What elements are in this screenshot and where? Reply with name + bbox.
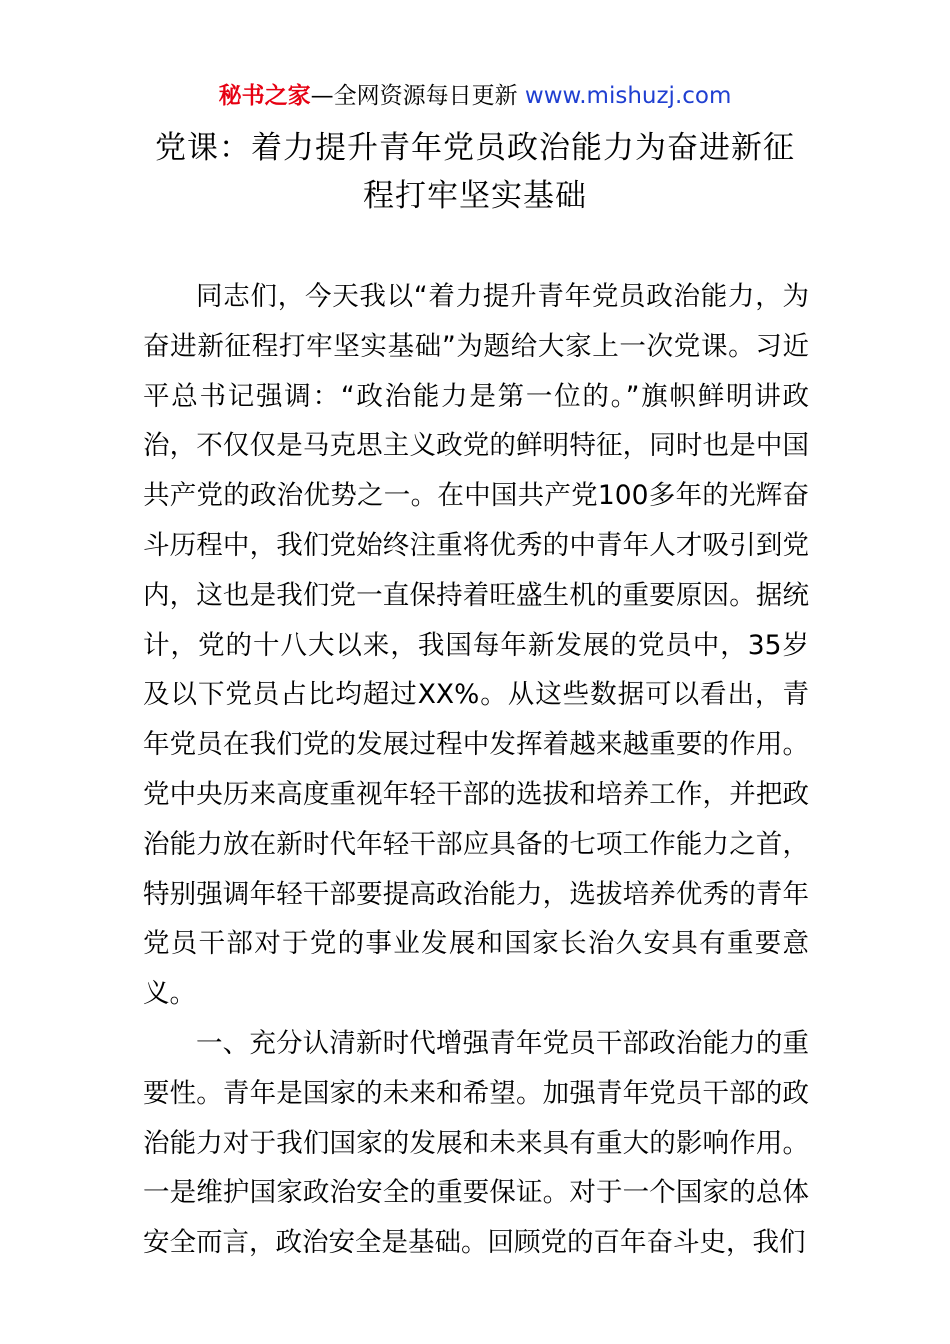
paragraph-section-one: 一、充分认清新时代增强青年党员干部政治能力的重要性。青年是国家的未来和希望。加强青年党员干部的政治能力对于我们国家的发展和未来具有重大的影响作用。一是维护国家政治安全的重要保证。对于一个国家的总体安全而言，政治安全是基础。回顾党的百年奋斗史，我们 [143,1027,809,1259]
document-body [143,272,809,1268]
paragraph-intro: 同志们，今天我以“着力提升青年党员政治能力，为奋进新征程打牢坚实基础”为题给大家上一次党课。习近平总书记强调：“政治能力是第一位的。”旗帜鲜明讲政治，不仅仅是马克思主义政党的鲜明特征，同时也是中国共产党的政治优势之一。在中国共产党100多年的光辉奋斗历程中，我们党始终注重将优秀的中青年人才吸引到党内，这也是我们党一直保持着旺盛生机的重要原因。据统计，党的十八大以来，我国每年新发展的党员中，35岁及以下党员占比均超过XX%。从这些数据可以看出，青年党员在我们党的发展过程中发挥着越来越重要的作用。党中央历来高度重视年轻干部的选拔和培养工作，并把政治能力放在新时代年轻干部应具备的七项工作能力之首，特别强调年轻干部要提高政治能力，选拔培养优秀的青年党员干部对于党的事业发展和国家长治久安具有重要意义。 [143,281,809,1010]
site-header [0,80,950,112]
site-tagline: —全网资源每日更新 [310,83,518,109]
site-url-link[interactable]: www.mishuzj.com [524,83,732,109]
site-brand: 秘书之家 [218,83,311,109]
document-title: 党课：着力提升青年党员政治能力为奋进新征程打牢坚实基础 [155,130,795,214]
